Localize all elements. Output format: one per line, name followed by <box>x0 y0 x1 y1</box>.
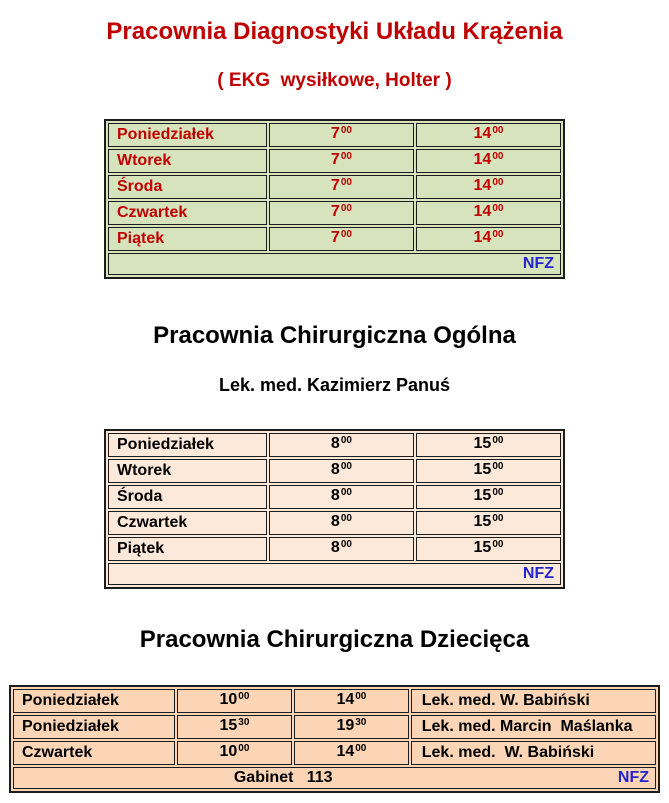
start-time-cell: $10^{00}$ <box>177 741 292 765</box>
table-row <box>108 227 561 251</box>
table-row <box>13 689 656 713</box>
table-footer-row <box>108 563 561 585</box>
day-cell: Poniedziałek <box>108 123 267 147</box>
day-cell: Poniedziałek <box>13 689 175 713</box>
footer-cell <box>13 767 656 789</box>
table-row <box>108 433 561 457</box>
table-row <box>13 715 656 739</box>
day-cell: Piątek <box>108 227 267 251</box>
table-row <box>108 123 561 147</box>
end-time-cell: $14^{00}$ <box>416 175 561 199</box>
day-cell: Poniedziałek <box>13 715 175 739</box>
table-footer-row <box>108 253 561 275</box>
end-time-cell: $14^{00}$ <box>416 227 561 251</box>
end-time-cell: $15^{00}$ <box>416 433 561 457</box>
start-time-cell: $8^{00}$ <box>269 433 414 457</box>
section2-subtitle: Lek. med. Kazimierz Panuś <box>218 375 451 395</box>
doctor-cell: Lek. med. Marcin Maślanka <box>411 715 656 739</box>
day-cell: Czwartek <box>108 201 267 225</box>
start-time-cell: $8^{00}$ <box>269 537 414 561</box>
table-row <box>108 537 561 561</box>
end-time-cell: $15^{00}$ <box>416 459 561 483</box>
day-cell: Poniedziałek <box>108 433 267 457</box>
start-time-cell: $15^{30}$ <box>177 715 292 739</box>
end-time-cell: $19^{30}$ <box>294 715 409 739</box>
end-time-cell: $14^{00}$ <box>416 149 561 173</box>
table-row <box>108 459 561 483</box>
day-cell: Czwartek <box>108 511 267 535</box>
start-time-cell: $8^{00}$ <box>269 459 414 483</box>
day-cell: Piątek <box>108 537 267 561</box>
end-time-cell: $14^{00}$ <box>294 689 409 713</box>
nfz-cell: NFZ <box>108 563 561 585</box>
start-time-cell: $7^{00}$ <box>269 201 414 225</box>
room-label: Gabinet 113 <box>233 769 333 786</box>
doctor-cell: Lek. med. W. Babiński <box>411 689 656 713</box>
table-row <box>108 485 561 509</box>
start-time-cell: $7^{00}$ <box>269 175 414 199</box>
doctor-cell: Lek. med. W. Babiński <box>411 741 656 765</box>
table-row <box>108 175 561 199</box>
nfz-label: NFZ <box>617 769 649 786</box>
schedule-table-diagnostyka <box>104 119 565 279</box>
schedule-table-chirurgia-ogolna <box>104 429 565 589</box>
end-time-cell: $14^{00}$ <box>294 741 409 765</box>
start-time-cell: $7^{00}$ <box>269 227 414 251</box>
start-time-cell: $8^{00}$ <box>269 511 414 535</box>
section2-title: Pracownia Chirurgiczna Ogólna <box>153 322 516 349</box>
nfz-cell: NFZ <box>108 253 561 275</box>
end-time-cell: $15^{00}$ <box>416 511 561 535</box>
table-row <box>13 741 656 765</box>
section3-title: Pracownia Chirurgiczna Dziecięca <box>139 626 530 653</box>
end-time-cell: $14^{00}$ <box>416 201 561 225</box>
day-cell: Środa <box>108 485 267 509</box>
start-time-cell: $7^{00}$ <box>269 123 414 147</box>
table-row <box>108 511 561 535</box>
day-cell: Środa <box>108 175 267 199</box>
table-row <box>108 201 561 225</box>
start-time-cell: $10^{00}$ <box>177 689 292 713</box>
table-row <box>108 149 561 173</box>
schedule-table-chirurgia-dziecieca <box>9 685 660 793</box>
start-time-cell: $7^{00}$ <box>269 149 414 173</box>
table-footer-row <box>13 767 656 789</box>
section1-subtitle: ( EKG wysiłkowe, Holter ) <box>217 70 452 91</box>
section1-title: Pracownia Diagnostyki Układu Krążenia <box>106 18 563 45</box>
end-time-cell: $15^{00}$ <box>416 537 561 561</box>
day-cell: Czwartek <box>13 741 175 765</box>
end-time-cell: $14^{00}$ <box>416 123 561 147</box>
end-time-cell: $15^{00}$ <box>416 485 561 509</box>
day-cell: Wtorek <box>108 149 267 173</box>
day-cell: Wtorek <box>108 459 267 483</box>
start-time-cell: $8^{00}$ <box>269 485 414 509</box>
